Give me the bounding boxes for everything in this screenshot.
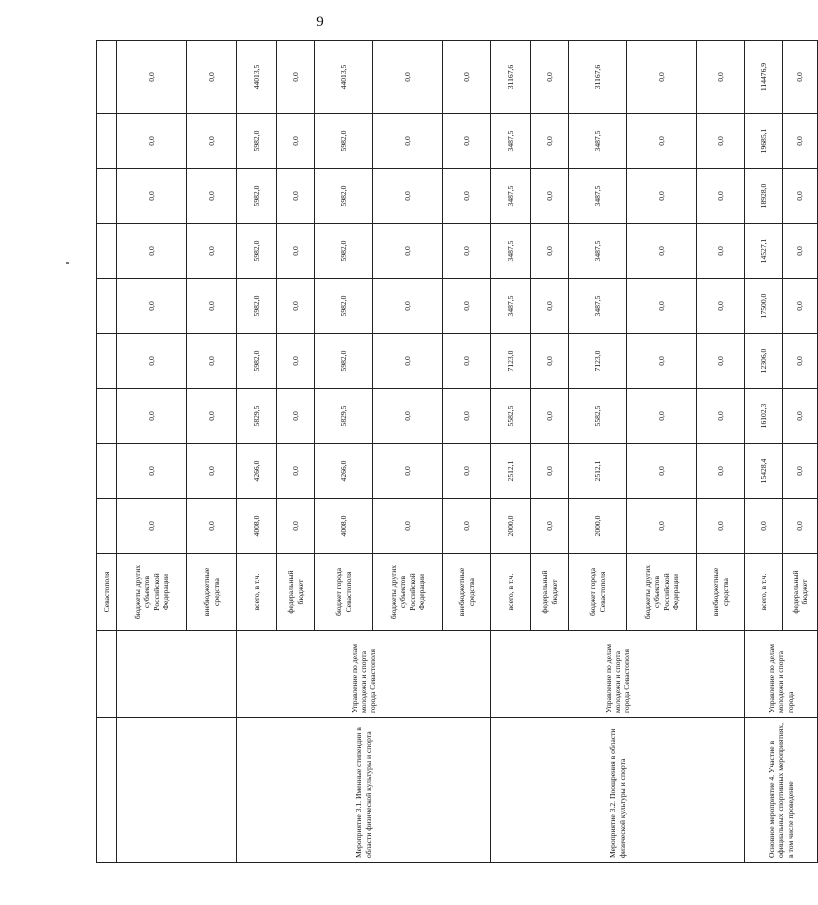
value-cell: 7123,0 xyxy=(491,334,531,389)
value-cell: 0,0 xyxy=(627,389,697,444)
value-cell: 4266,0 xyxy=(315,444,373,499)
value-cell: 0,0 xyxy=(277,224,315,279)
source-cell: федеральный бюджет xyxy=(783,554,818,631)
source-cell: внебюджетные средства xyxy=(697,554,745,631)
value-cell: 2512,1 xyxy=(491,444,531,499)
value-cell: 0,0 xyxy=(187,169,237,224)
value-cell: 5982,0 xyxy=(315,334,373,389)
value-cell: 0,0 xyxy=(697,389,745,444)
value-cell: 0,0 xyxy=(627,114,697,169)
value-cell: 18928,0 xyxy=(745,169,783,224)
value-cell: 3487,5 xyxy=(491,114,531,169)
value-cell: 0,0 xyxy=(627,224,697,279)
scan-speck xyxy=(66,262,69,264)
value-cell: 0,0 xyxy=(187,114,237,169)
value-cell: 0,0 xyxy=(627,169,697,224)
value-cell-empty xyxy=(97,444,117,499)
value-cell: 0,0 xyxy=(697,334,745,389)
value-cell-empty xyxy=(97,224,117,279)
value-cell: 0,0 xyxy=(531,499,569,554)
event-cell: Мероприятие 3.2. Поощрения в области физической культуры и спорта xyxy=(491,718,745,863)
source-cell: федеральный бюджет xyxy=(277,554,315,631)
value-cell: 5982,0 xyxy=(237,114,277,169)
source-cell: бюджеты других субъектов Российской Федерации xyxy=(373,554,443,631)
value-cell: 0,0 xyxy=(277,499,315,554)
value-cell: 3487,5 xyxy=(569,279,627,334)
value-cell: 0,0 xyxy=(697,41,745,114)
value-cell: 31167,6 xyxy=(491,41,531,114)
value-cell: 0,0 xyxy=(373,389,443,444)
value-cell: 0,0 xyxy=(627,334,697,389)
value-cell: 0,0 xyxy=(373,444,443,499)
value-cell: 0,0 xyxy=(531,389,569,444)
value-cell: 0,0 xyxy=(277,169,315,224)
value-cell: 3487,5 xyxy=(569,114,627,169)
executor-cell xyxy=(117,631,237,718)
value-cell: 0,0 xyxy=(697,499,745,554)
value-cell: 114476,9 xyxy=(745,41,783,114)
value-cell: 0,0 xyxy=(697,224,745,279)
value-cell: 19685,1 xyxy=(745,114,783,169)
value-cell: 0,0 xyxy=(783,334,818,389)
value-cell: 4266,0 xyxy=(237,444,277,499)
value-cell: 5982,0 xyxy=(237,334,277,389)
value-cell: 0,0 xyxy=(697,114,745,169)
value-cell: 2512,1 xyxy=(569,444,627,499)
value-cell: 0,0 xyxy=(745,499,783,554)
funding-table xyxy=(96,40,818,863)
event-cell: Мероприятие 3.1. Именные стипендии в области физической культуры и спорта xyxy=(237,718,491,863)
value-cell: 0,0 xyxy=(531,334,569,389)
value-cell: 5829,5 xyxy=(315,389,373,444)
value-cell: 5982,0 xyxy=(315,169,373,224)
value-cell: 0,0 xyxy=(187,444,237,499)
event-cell-empty xyxy=(97,718,117,863)
value-cell: 0,0 xyxy=(443,444,491,499)
value-cell: 5829,5 xyxy=(237,389,277,444)
value-cell: 0,0 xyxy=(187,279,237,334)
value-cell-empty xyxy=(97,334,117,389)
value-cell: 0,0 xyxy=(277,334,315,389)
value-cell: 0,0 xyxy=(277,444,315,499)
value-cell: 31167,6 xyxy=(569,41,627,114)
value-cell: 0,0 xyxy=(443,224,491,279)
value-cell: 0,0 xyxy=(373,169,443,224)
value-cell-empty xyxy=(97,41,117,114)
value-cell: 0,0 xyxy=(443,389,491,444)
value-cell: 3487,5 xyxy=(569,224,627,279)
value-cell: 17500,0 xyxy=(745,279,783,334)
value-cell: 44013,5 xyxy=(237,41,277,114)
table-row xyxy=(97,41,117,863)
source-cell: бюджеты других субъектов Российской Федерации xyxy=(627,554,697,631)
value-cell-empty xyxy=(97,114,117,169)
value-cell: 0,0 xyxy=(373,41,443,114)
value-cell: 0,0 xyxy=(783,41,818,114)
value-cell: 16102,3 xyxy=(745,389,783,444)
value-cell-empty xyxy=(97,279,117,334)
page-number: 9 xyxy=(316,14,324,30)
value-cell: 0,0 xyxy=(531,169,569,224)
value-cell: 0,0 xyxy=(697,169,745,224)
source-cell: внебюджетные средства xyxy=(443,554,491,631)
value-cell: 0,0 xyxy=(443,41,491,114)
value-cell: 0,0 xyxy=(187,41,237,114)
value-cell: 0,0 xyxy=(373,114,443,169)
value-cell: 0,0 xyxy=(531,444,569,499)
value-cell: 5982,0 xyxy=(237,279,277,334)
value-cell: 0,0 xyxy=(373,279,443,334)
value-cell: 0,0 xyxy=(443,114,491,169)
source-cell: федеральный бюджет xyxy=(531,554,569,631)
value-cell: 2000,0 xyxy=(569,499,627,554)
value-cell: 0,0 xyxy=(531,224,569,279)
value-cell: 0,0 xyxy=(783,389,818,444)
source-cell: всего, в т.ч. xyxy=(745,554,783,631)
event-cell: Основное мероприятие 4. Участие в официальных спортивных мероприятиях, в том числе проведение xyxy=(745,718,818,863)
executor-cell-empty xyxy=(97,631,117,718)
value-cell: 2000,0 xyxy=(491,499,531,554)
value-cell: 0,0 xyxy=(627,41,697,114)
source-cell: бюджеты других субъектов Российской Федерации xyxy=(117,554,187,631)
value-cell: 0,0 xyxy=(117,334,187,389)
value-cell: 0,0 xyxy=(697,444,745,499)
source-cell: Севастополя xyxy=(97,554,117,631)
source-cell: бюджет города Севастополя xyxy=(569,554,627,631)
value-cell: 4008,0 xyxy=(237,499,277,554)
value-cell-empty xyxy=(97,169,117,224)
value-cell: 5582,5 xyxy=(569,389,627,444)
value-cell: 0,0 xyxy=(117,41,187,114)
value-cell: 0,0 xyxy=(117,389,187,444)
value-cell: 0,0 xyxy=(783,224,818,279)
value-cell: 0,0 xyxy=(531,41,569,114)
value-cell: 0,0 xyxy=(277,389,315,444)
value-cell: 0,0 xyxy=(783,169,818,224)
value-cell: 0,0 xyxy=(117,444,187,499)
value-cell: 5982,0 xyxy=(315,224,373,279)
value-cell: 0,0 xyxy=(783,444,818,499)
value-cell: 0,0 xyxy=(373,499,443,554)
value-cell: 4008,0 xyxy=(315,499,373,554)
value-cell: 0,0 xyxy=(531,279,569,334)
source-cell: бюджет города Севастополя xyxy=(315,554,373,631)
value-cell: 0,0 xyxy=(117,279,187,334)
value-cell: 0,0 xyxy=(443,279,491,334)
value-cell: 5982,0 xyxy=(315,114,373,169)
value-cell: 12306,0 xyxy=(745,334,783,389)
event-cell xyxy=(117,718,237,863)
value-cell: 0,0 xyxy=(443,499,491,554)
value-cell-empty xyxy=(97,499,117,554)
table-row xyxy=(491,41,531,863)
table-row xyxy=(745,41,783,863)
value-cell: 0,0 xyxy=(627,444,697,499)
table-row xyxy=(117,41,187,863)
value-cell: 0,0 xyxy=(117,169,187,224)
value-cell: 0,0 xyxy=(187,224,237,279)
value-cell: 3487,5 xyxy=(491,224,531,279)
value-cell: 7123,0 xyxy=(569,334,627,389)
value-cell: 44013,5 xyxy=(315,41,373,114)
value-cell: 5982,0 xyxy=(237,169,277,224)
value-cell: 0,0 xyxy=(117,114,187,169)
executor-cell: Управление по делам молодежи и спорта города Севастополя xyxy=(491,631,745,718)
table-row xyxy=(237,41,277,863)
value-cell: 0,0 xyxy=(277,41,315,114)
value-cell: 0,0 xyxy=(277,114,315,169)
value-cell: 0,0 xyxy=(531,114,569,169)
value-cell: 0,0 xyxy=(783,279,818,334)
executor-cell: Управление по делам молодежи и спорта города Севастополя xyxy=(237,631,491,718)
source-cell: всего, в т.ч. xyxy=(237,554,277,631)
source-cell: всего, в т.ч. xyxy=(491,554,531,631)
value-cell: 15428,4 xyxy=(745,444,783,499)
value-cell: 0,0 xyxy=(697,279,745,334)
value-cell: 5582,5 xyxy=(491,389,531,444)
value-cell: 0,0 xyxy=(373,334,443,389)
value-cell: 3487,5 xyxy=(491,279,531,334)
value-cell-empty xyxy=(97,389,117,444)
value-cell: 0,0 xyxy=(187,499,237,554)
value-cell: 0,0 xyxy=(783,499,818,554)
value-cell: 0,0 xyxy=(373,224,443,279)
value-cell: 14527,1 xyxy=(745,224,783,279)
value-cell: 5982,0 xyxy=(237,224,277,279)
value-cell: 0,0 xyxy=(117,499,187,554)
value-cell: 0,0 xyxy=(627,279,697,334)
executor-cell: Управление по делам молодежи и спорта города xyxy=(745,631,818,718)
source-cell: внебюджетные средства xyxy=(187,554,237,631)
value-cell: 0,0 xyxy=(187,334,237,389)
value-cell: 0,0 xyxy=(187,389,237,444)
value-cell: 0,0 xyxy=(627,499,697,554)
value-cell: 3487,5 xyxy=(569,169,627,224)
value-cell: 0,0 xyxy=(783,114,818,169)
value-cell: 0,0 xyxy=(117,224,187,279)
value-cell: 5982,0 xyxy=(315,279,373,334)
value-cell: 0,0 xyxy=(443,334,491,389)
rotated-table-wrapper xyxy=(96,41,809,863)
value-cell: 0,0 xyxy=(277,279,315,334)
value-cell: 0,0 xyxy=(443,169,491,224)
value-cell: 3487,5 xyxy=(491,169,531,224)
